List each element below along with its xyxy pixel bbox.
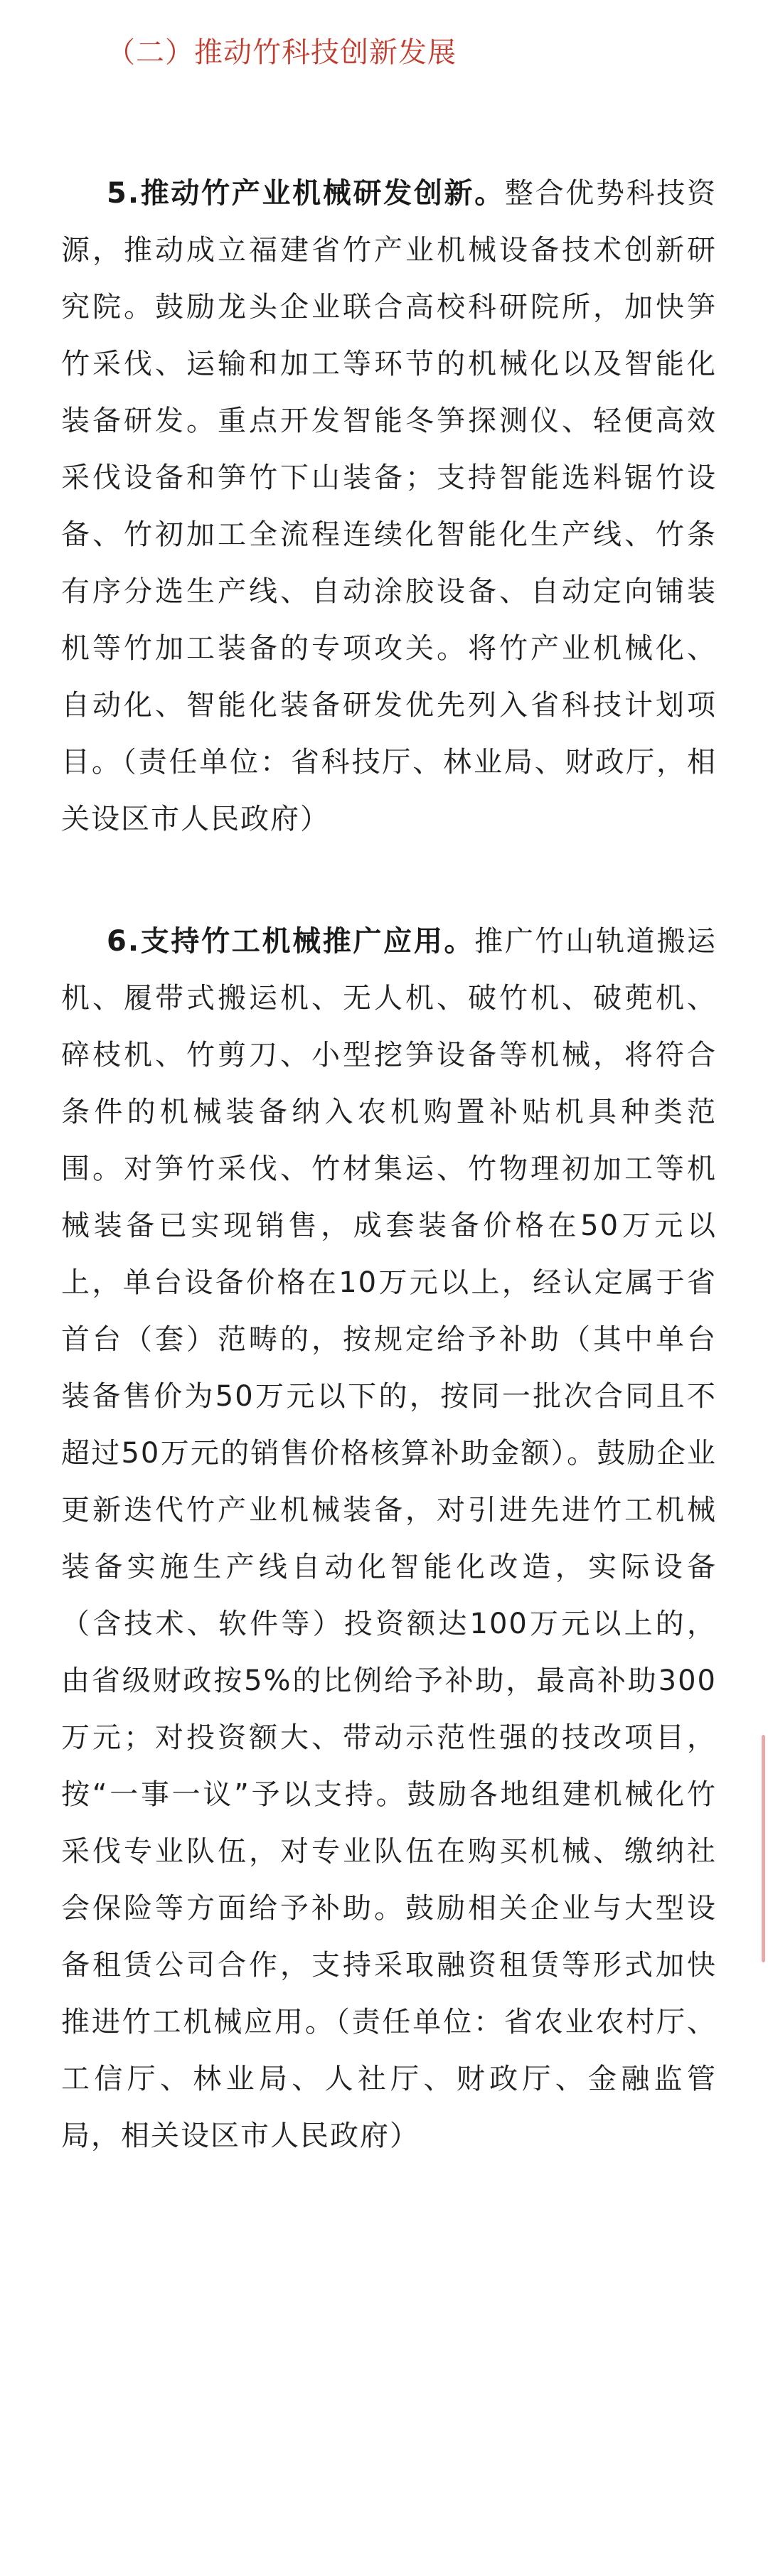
paragraph-lead: 6.支持竹工机械推广应用。	[107, 925, 475, 958]
paragraph-lead: 5.推动竹产业机械研发创新。	[107, 177, 505, 210]
paragraph-item-5	[61, 165, 717, 848]
section-heading: （二）推动竹科技创新发展	[107, 36, 457, 69]
paragraph-item-6	[61, 913, 717, 2164]
paragraph-body: 推广竹山轨道搬运机、履带式搬运机、无人机、破竹机、破蔸机、碎枝机、竹剪刀、小型挖笋设备等机械，将符合条件的机械装备纳入农机购置补贴机具种类范围。对笋竹采伐、竹材集运、竹物理初加工等机械装备已实现销售，成套装备价格在50万元以上，单台设备价格在10万元以上，经认定属于省首台（套）范畴的，按规定给予补助（其中单台装备售价为50万元以下的，按同一批次合同且不超过50万元的销售价格核算补助金额）。鼓励企业更新迭代竹产业机械装备，对引进先进竹工机械装备实施生产线自动化智能化改造，实际设备（含技术、软件等）投资额达100万元以上的，由省级财政按5%的比例给予补助，最高补助300万元；对投资额大、带动示范性强的技改项目，按“一事一议”予以支持。鼓励各地组建机械化竹采伐专业队伍，对专业队伍在购买机械、缴纳社会保险等方面给予补助。鼓励相关企业与大型设备租赁公司合作，支持采取融资租赁等形式加快推进竹工机械应用。（责任单位：省农业农村厅、工信厅、林业局、人社厅、财政厅、金融监管局，相关设区市人民政府）	[61, 925, 717, 2152]
scrollbar-thumb[interactable]	[762, 1735, 765, 1962]
paragraph-body: 整合优势科技资源，推动成立福建省竹产业机械设备技术创新研究院。鼓励龙头企业联合高校科研院所，加快笋竹采伐、运输和加工等环节的机械化以及智能化装备研发。重点开发智能冬笋探测仪、轻便高效采伐设备和笋竹下山装备；支持智能选料锯竹设备、竹初加工全流程连续化智能化生产线、竹条有序分选生产线、自动涂胶设备、自动定向铺装机等竹加工装备的专项攻关。将竹产业机械化、自动化、智能化装备研发优先列入省科技计划项目。（责任单位：省科技厅、林业局、财政厅，相关设区市人民政府）	[61, 177, 718, 835]
